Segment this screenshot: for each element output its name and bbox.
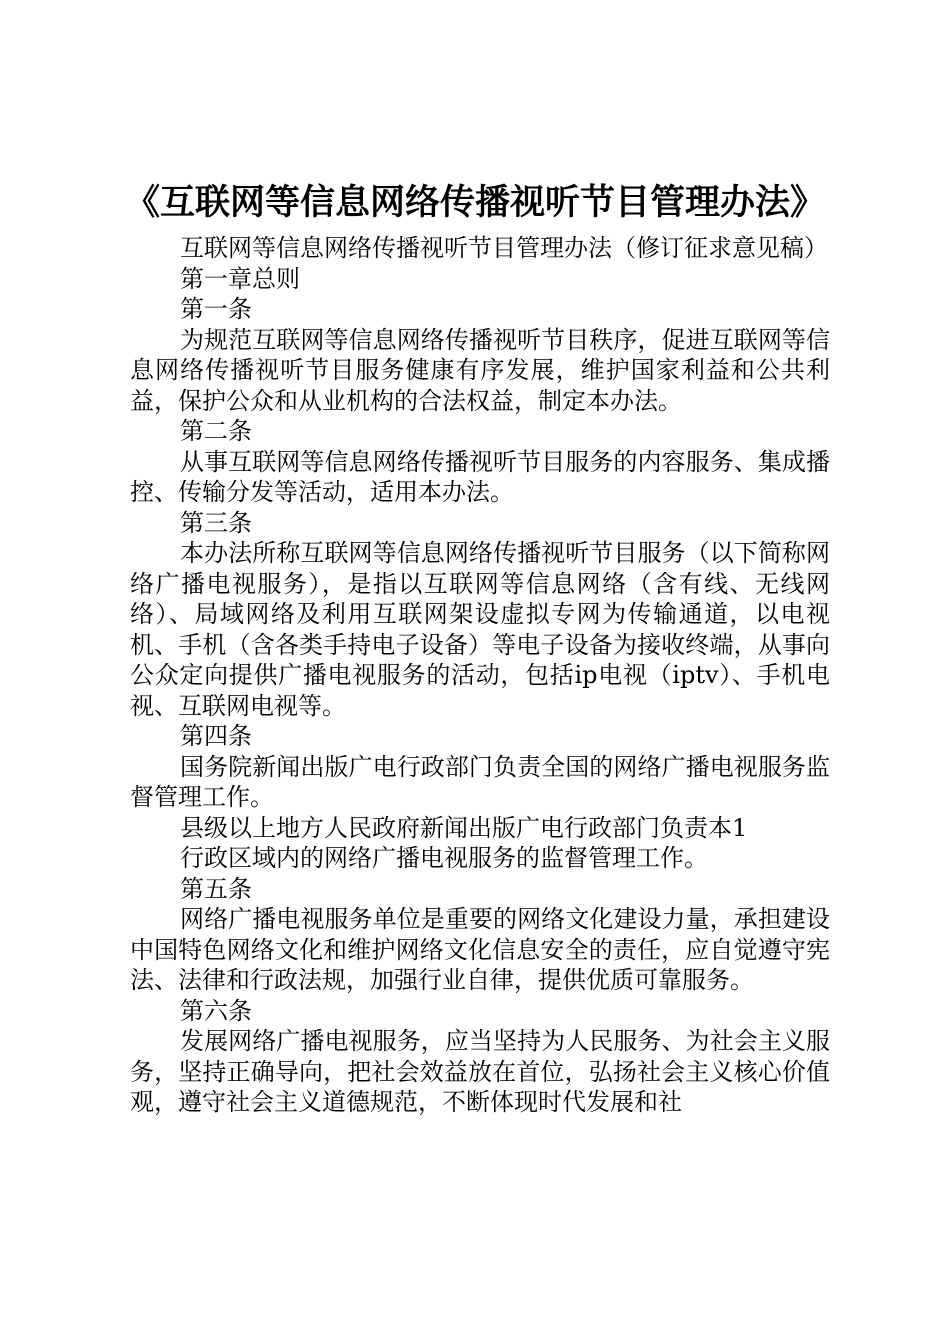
article-text-4b: 县级以上地方人民政府新闻出版广电行政部门负责本1 [180, 813, 748, 842]
article-text-1: 为规范互联网等信息网络传播视听节目秩序，促进互联网等信息网络传播视听节目服务健康有序发展，维护国家利益和公共利益，保护公众和从业机构的合法权益，制定本办法。 [130, 325, 830, 415]
article-heading-1: 第一条 [180, 295, 252, 323]
article-text-4c: 行政区域内的网络广播电视服务的监督管理工作。 [180, 844, 708, 872]
paragraph-subtitle: 互联网等信息网络传播视听节目管理办法（修订征求意见稿） [180, 234, 828, 262]
article-text-5: 网络广播电视服务单位是重要的网络文化建设力量，承担建设中国特色网络文化和维护网络文化信息安全的责任，应自觉遵守宪法、法律和行政法规，加强行业自律，提供优质可靠服务。 [130, 905, 830, 994]
article-heading-2: 第二条 [180, 417, 252, 445]
document-title: 《互联网等信息网络传播视听节目管理办法》 [124, 182, 825, 223]
article-text-6: 发展网络广播电视服务，应当坚持为人民服务、为社会主义服务，坚持正确导向，把社会效益放在首位，弘扬社会主义核心价值观，遵守社会主义道德规范，不断体现时代发展和社 [130, 1027, 830, 1116]
chapter-heading: 第一章总则 [180, 264, 300, 293]
article-heading-6: 第六条 [180, 996, 252, 1025]
article-heading-5: 第五条 [180, 874, 252, 903]
article-text-3: 本办法所称互联网等信息网络传播视听节目服务（以下简称网络广播电视服务），是指以互联网等信息网络（含有线、无线网络）、局域网络及利用互联网架设虚拟专网为传输通道，以电视机、手机（含各类手持电子设备）等电子设备为接收终端，从事向公众定向提供广播电视服务的活动，包括ip电视（iptv）、手机电视、互联网电视等。 [130, 539, 830, 720]
article-heading-4: 第四条 [180, 722, 252, 750]
document-body [130, 233, 830, 1118]
article-text-2: 从事互联网等信息网络传播视听节目服务的内容服务、集成播控、传输分发等活动，适用本办法。 [130, 447, 830, 506]
article-text-4a: 国务院新闻出版广电行政部门负责全国的网络广播电视服务监督管理工作。 [130, 752, 830, 811]
article-heading-3: 第三条 [180, 508, 252, 537]
